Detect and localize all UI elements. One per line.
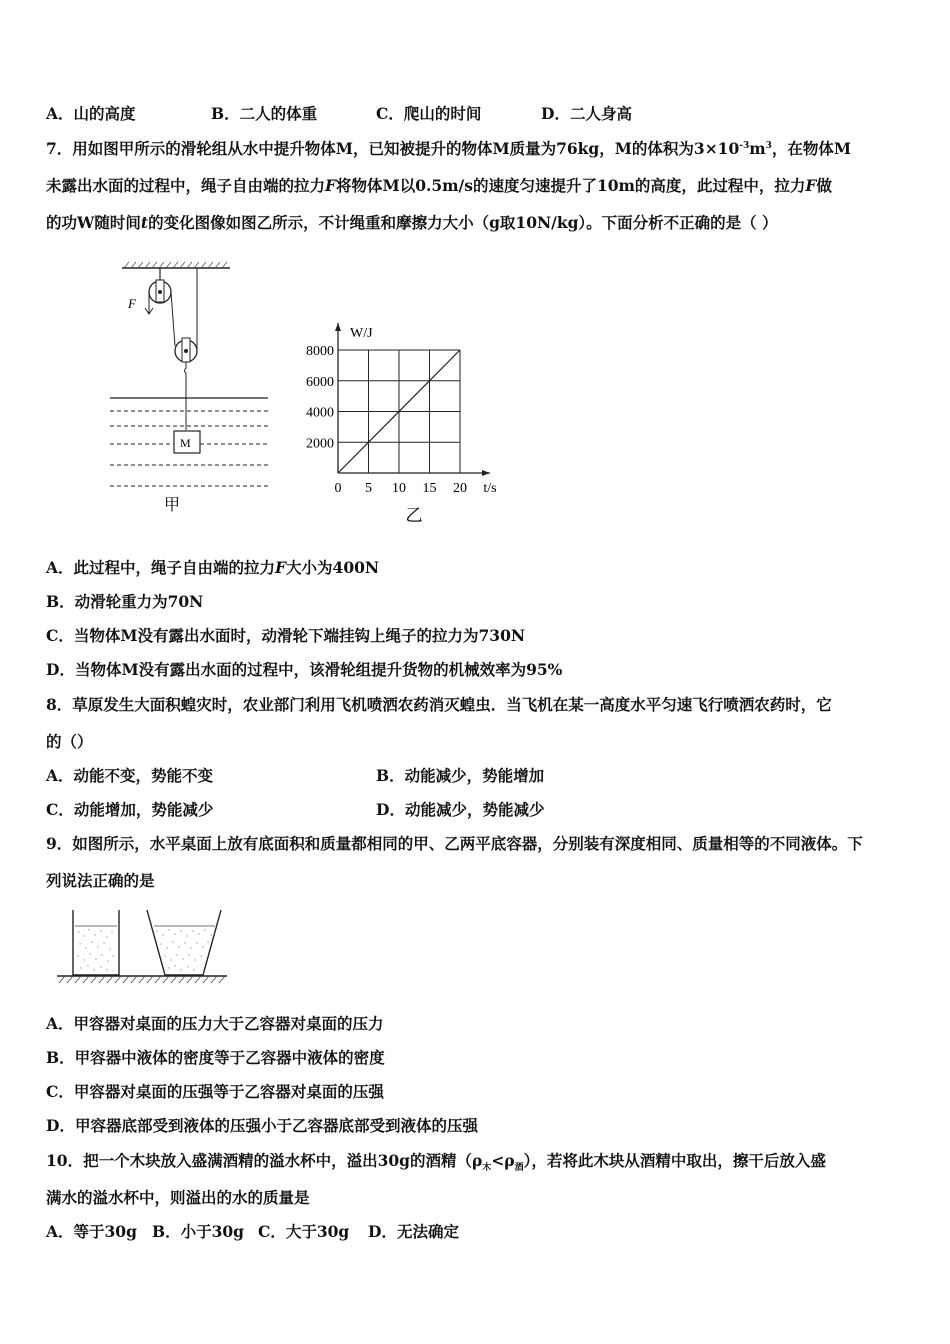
q10-option-a: A．等于30g — [46, 1222, 137, 1241]
x-axis-arrow — [482, 470, 490, 476]
force-label: F — [128, 296, 136, 311]
container-jia — [73, 910, 119, 975]
q7-option-c: C．当物体M没有露出水面时，动滑轮下端挂钩上绳子的拉力为730N — [46, 626, 526, 645]
q7-option-b: B．动滑轮重力为70N — [46, 592, 204, 611]
x-axis-label: t/s — [483, 481, 497, 496]
q8-stem-line2: 的（） — [46, 732, 93, 751]
q8-stem-line1: 8．草原发生大面积蝗灾时，农业部门利用飞机喷洒农药消灭蝗虫．当飞机在某一高度水平匀速飞行喷洒农药时，它 — [46, 695, 832, 714]
y-tick-label: 8000 — [306, 344, 334, 359]
q6-option-b: B．二人的体重 — [211, 104, 318, 123]
q9-option-b: B．甲容器中液体的密度等于乙容器中液体的密度 — [46, 1048, 385, 1067]
w-t-chart — [290, 310, 510, 525]
q8-option-a: A．动能不变，势能不变 — [46, 766, 214, 785]
object-m-label: M — [180, 436, 191, 450]
x-tick-label: 10 — [392, 481, 406, 496]
q10-stem-line1: 10．把一个木块放入盛满酒精的溢水杯中，溢出30g的酒精$(\rho_木<\rho_酒)$，若将此木块从酒精中取出，擦干后放入盛 — [46, 1151, 826, 1174]
q9-stem-line1: 9．如图所示，水平桌面上放有底面积和质量都相同的甲、乙两平底容器，分别装有深度相同、质量相等的不同液体。下 — [46, 834, 863, 853]
y-tick-label: 2000 — [306, 436, 334, 452]
container-yi — [147, 910, 221, 975]
containers-figure — [55, 906, 235, 988]
y-tick-label: 4000 — [306, 405, 334, 421]
y-axis-label: W/J — [350, 326, 373, 341]
q10-option-b: B．小于30g — [152, 1222, 245, 1241]
q10-stem-line2: 满水的溢水杯中，则溢出的水的质量是 — [46, 1188, 310, 1207]
q9-option-d: D．甲容器底部受到液体的压强小于乙容器底部受到液体的压强 — [46, 1116, 478, 1135]
fig-jia-caption: 甲 — [164, 497, 181, 514]
pulley-figure — [100, 258, 280, 523]
q7-option-d: D．当物体M没有露出水面的过程中，该滑轮组提升货物的机械效率为95% — [46, 660, 563, 679]
q6-option-d: D．二人身高 — [541, 104, 632, 123]
y-axis-arrow — [335, 323, 341, 331]
y-tick-label: 6000 — [306, 374, 334, 390]
q9-option-a: A．甲容器对桌面的压力大于乙容器对桌面的压力 — [46, 1014, 384, 1033]
q8-option-d: D．动能减少，势能减少 — [376, 800, 545, 819]
q9-option-c: C．甲容器对桌面的压强等于乙容器对桌面的压强 — [46, 1082, 384, 1101]
q7-stem-line3: 的功W随时间t的变化图像如图乙所示，不计绳重和摩擦力大小（g取10N/kg）。下面分析不正确的是（ ） — [46, 213, 778, 232]
chart-caption: 乙 — [405, 506, 423, 525]
q6-option-a: A．山的高度 — [46, 104, 136, 123]
ceiling — [122, 262, 230, 268]
q7-stem-line2: 未露出水面的过程中，绳子自由端的拉力F将物体M以0.5m/s的速度匀速提升了10m的高度，此过程中，拉力F做 — [46, 176, 832, 195]
x-tick-label: 0 — [334, 481, 342, 496]
q7-option-a: A．此过程中，绳子自由端的拉力F大小为400N — [46, 558, 380, 577]
q10-option-d: D．无法确定 — [368, 1222, 459, 1241]
x-tick-label: 15 — [422, 481, 437, 496]
q10-option-c: C．大于30g — [258, 1222, 350, 1241]
q8-option-b: B．动能减少，势能增加 — [376, 766, 545, 785]
q9-stem-line2: 列说法正确的是 — [46, 871, 155, 890]
q7-stem-line1: 7．用如图甲所示的滑轮组从水中提升物体M，已知被提升的物体M质量为76kg，M的体积为$3\times 10^{-3}m^3$，在物体M — [46, 139, 852, 158]
q8-option-c: C．动能增加，势能减少 — [46, 800, 214, 819]
x-tick-label: 5 — [365, 481, 372, 496]
x-tick-label: 20 — [453, 481, 467, 496]
q6-option-c: C．爬山的时间 — [376, 104, 482, 123]
